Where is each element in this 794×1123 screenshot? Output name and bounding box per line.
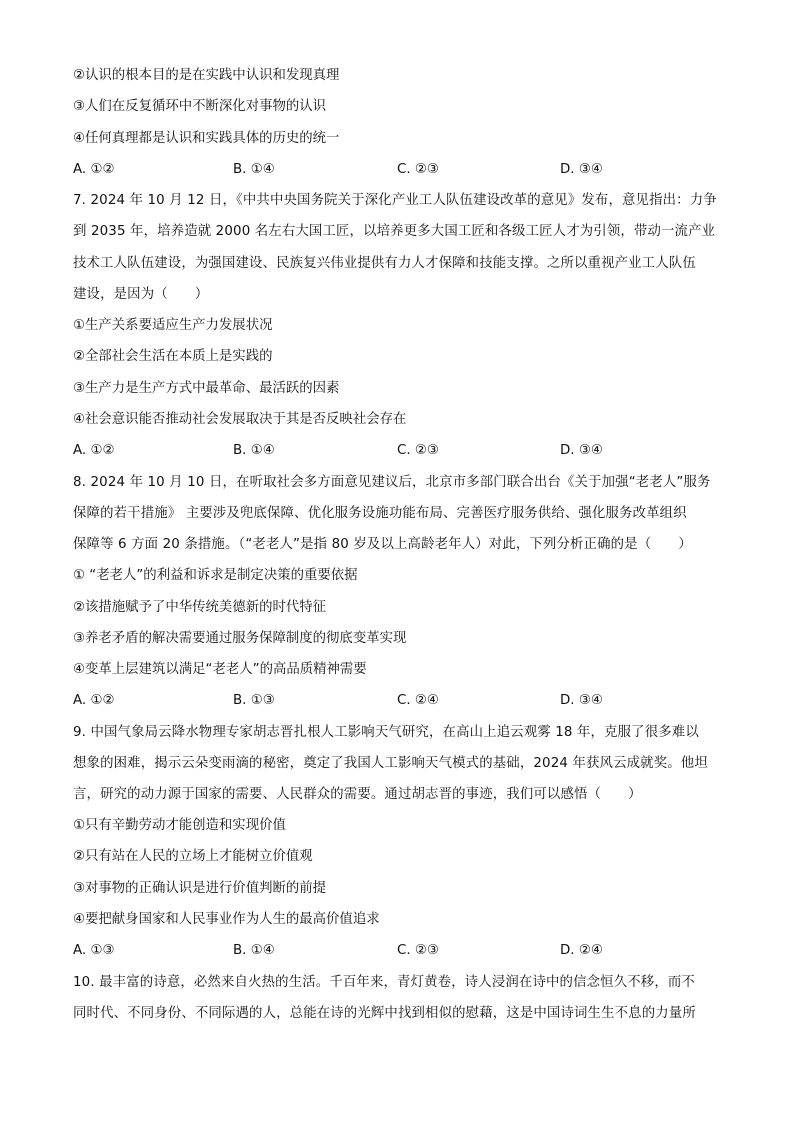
option-c[interactable]: C. ②③ bbox=[397, 162, 439, 177]
statement-2: ②认识的根本目的是在实践中认识和发现真理 bbox=[73, 68, 340, 83]
q8-stem-line-1: 8. 2024 年 10 月 10 日，在听取社会多方面意见建议后，北京市多部门联合出台《关于加强“老老人”服务 bbox=[73, 475, 711, 490]
statement-4: ④任何真理都是认识和实践具体的历史的统一 bbox=[73, 131, 340, 146]
q9-option-a[interactable]: A. ①③ bbox=[73, 943, 115, 958]
q8-option-b[interactable]: B. ①③ bbox=[233, 693, 275, 708]
q7-statement-3: ③生产力是生产方式中最革命、最活跃的因素 bbox=[73, 381, 340, 396]
q8-statement-4: ④变革上层建筑以满足“老老人”的高品质精神需要 bbox=[73, 662, 367, 677]
q8-option-d[interactable]: D. ③④ bbox=[560, 693, 603, 708]
q7-stem-line-2: 到 2035 年，培养造就 2000 名左右大国工匠，以培养更多大国工匠和各级工匠人才为引领，带动一流产业 bbox=[73, 224, 716, 239]
q8-statement-3: ③养老矛盾的解决需要通过服务保障制度的彻底变革实现 bbox=[73, 631, 407, 646]
q8-option-a[interactable]: A. ①② bbox=[73, 693, 115, 708]
q9-option-c[interactable]: C. ②③ bbox=[397, 943, 439, 958]
q8-statement-2: ②该措施赋予了中华传统美德新的时代特征 bbox=[73, 600, 327, 615]
q7-stem-line-1: 7. 2024 年 10 月 12 日，《中共中央国务院关于深化产业工人队伍建设改革的意见》发布，意见指出：力争 bbox=[73, 193, 717, 208]
q7-statement-1: ①生产关系要适应生产力发展状况 bbox=[73, 318, 273, 333]
q10-stem-line-2: 同时代、不同身份、不同际遇的人，总能在诗的光辉中找到相似的慰藉，这是中国诗词生生不息的力量所 bbox=[73, 1006, 696, 1021]
q9-stem-line-1: 9. 中国气象局云降水物理专家胡志晋扎根人工影响天气研究，在高山上追云观雾 18 年，克服了很多难以 bbox=[73, 725, 699, 740]
q9-option-b[interactable]: B. ①④ bbox=[233, 943, 275, 958]
statement-3: ③人们在反复循环中不断深化对事物的认识 bbox=[73, 99, 327, 114]
q7-option-b[interactable]: B. ①④ bbox=[233, 443, 275, 458]
q9-statement-1: ①只有辛勤劳动才能创造和实现价值 bbox=[73, 818, 286, 833]
q9-option-d[interactable]: D. ②④ bbox=[560, 943, 603, 958]
answer-options bbox=[73, 160, 723, 180]
q9-statement-2: ②只有站在人民的立场上才能树立价值观 bbox=[73, 849, 313, 864]
q8-stem-line-2: 保障的若干措施》 主要涉及兜底保障、优化服务设施功能布局、完善医疗服务供给、强化服务改革组织 bbox=[73, 506, 687, 521]
option-d[interactable]: D. ③④ bbox=[560, 162, 603, 177]
q10-stem-line-1: 10. 最丰富的诗意，必然来自火热的生活。千百年来，青灯黄卷，诗人浸润在诗中的信念恒久不移，而不 bbox=[73, 975, 695, 990]
q7-option-c[interactable]: C. ②③ bbox=[397, 443, 439, 458]
q8-options bbox=[73, 691, 723, 711]
q7-stem-line-4: 建设，是因为（ ） bbox=[73, 287, 209, 302]
q7-stem-line-3: 技术工人队伍建设，为强国建设、民族复兴伟业提供有力人才保障和技能支撑。之所以重视产业工人队伍 bbox=[73, 256, 696, 271]
q7-option-d[interactable]: D. ③④ bbox=[560, 443, 603, 458]
q8-stem-line-3: 保障等 6 方面 20 条措施。（“老老人”是指 80 岁及以上高龄老年人）对此，下列分析正确的是（ ） bbox=[73, 537, 692, 552]
q7-options bbox=[73, 441, 723, 461]
q8-option-c[interactable]: C. ②④ bbox=[397, 693, 439, 708]
option-b[interactable]: B. ①④ bbox=[233, 162, 275, 177]
q9-statement-3: ③对事物的正确认识是进行价值判断的前提 bbox=[73, 881, 327, 896]
q9-stem-line-3: 言，研究的动力源于国家的需要、人民群众的需要。通过胡志晋的事迹，我们可以感悟（ ） bbox=[73, 787, 642, 802]
q9-stem-line-2: 想象的困难，揭示云朵变雨滴的秘密，奠定了我国人工影响天气模式的基础，2024 年获风云成就奖。他坦 bbox=[73, 756, 708, 771]
q9-options bbox=[73, 941, 723, 961]
q9-statement-4: ④要把献身国家和人民事业作为人生的最高价值追求 bbox=[73, 912, 380, 927]
q8-statement-1: ① “老老人”的利益和诉求是制定决策的重要依据 bbox=[73, 568, 358, 583]
q7-option-a[interactable]: A. ①② bbox=[73, 443, 115, 458]
q7-statement-2: ②全部社会生活在本质上是实践的 bbox=[73, 349, 273, 364]
option-a[interactable]: A. ①② bbox=[73, 162, 115, 177]
q7-statement-4: ④社会意识能否推动社会发展取决于其是否反映社会存在 bbox=[73, 412, 407, 427]
